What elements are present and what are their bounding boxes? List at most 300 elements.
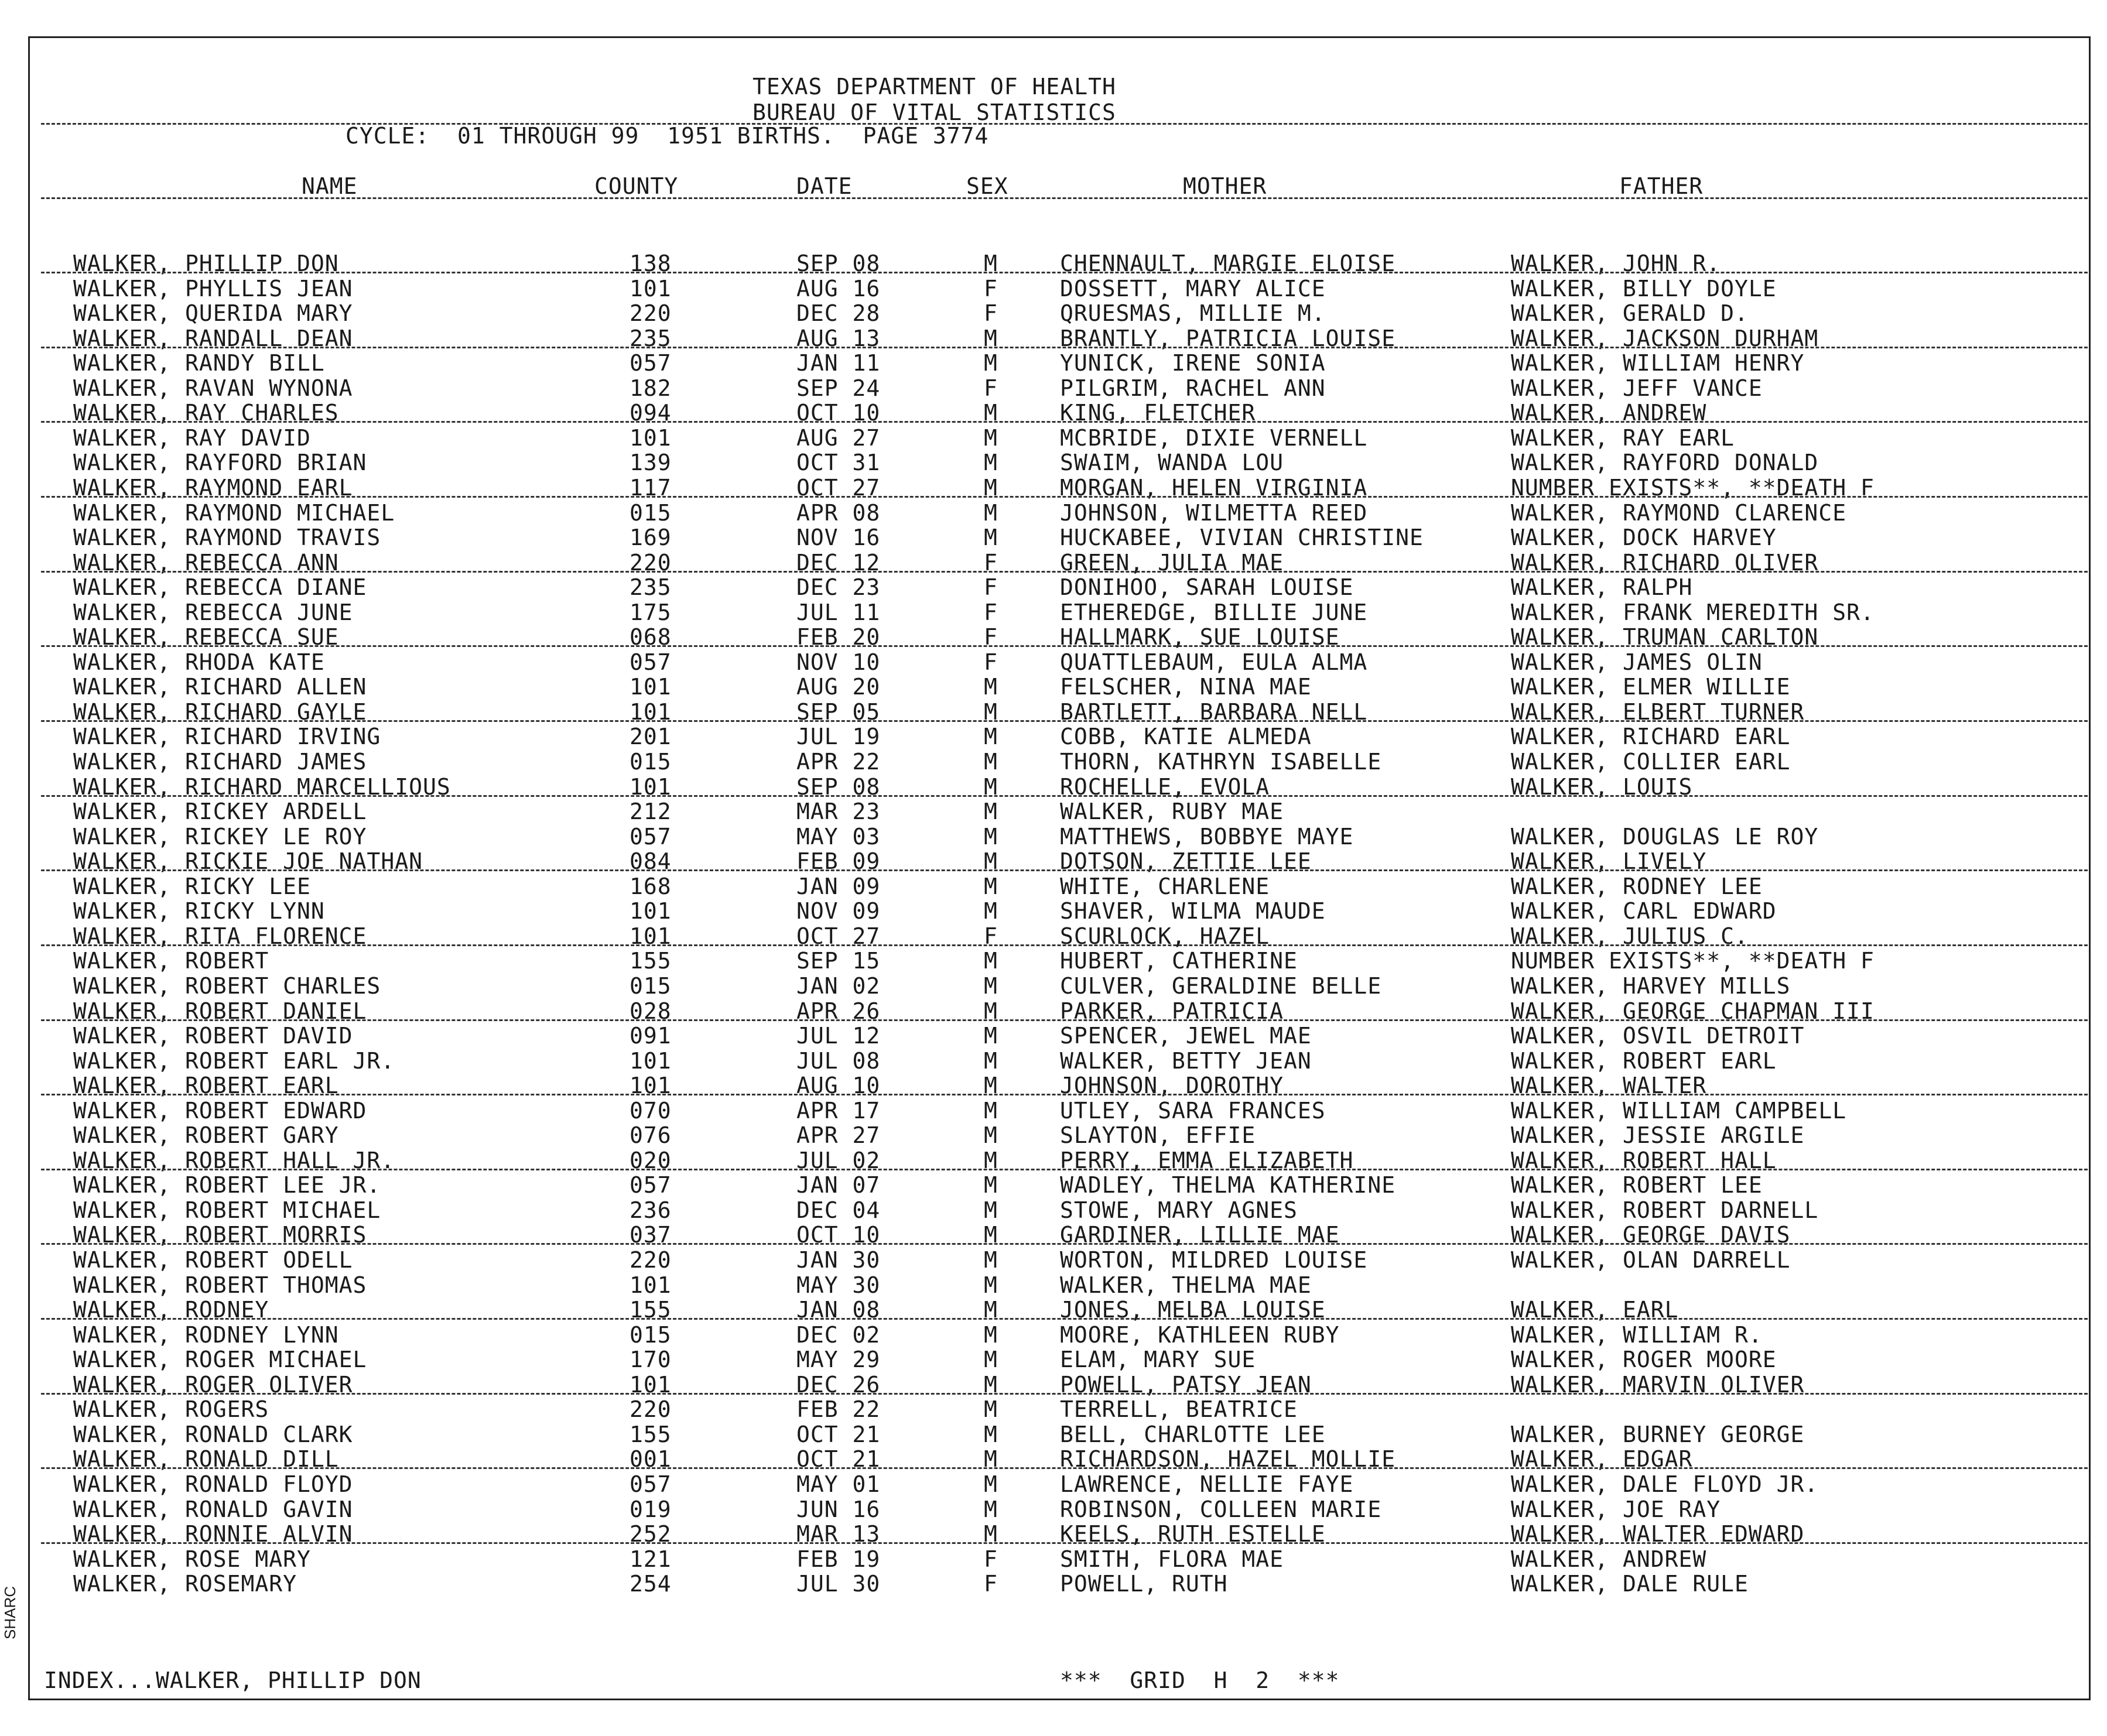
cell-date: APR 27 — [796, 1122, 881, 1148]
cell-date: NOV 16 — [796, 525, 881, 550]
cell-date: FEB 19 — [796, 1546, 881, 1572]
cell-date: MAR 13 — [796, 1521, 881, 1547]
cell-county: 139 — [630, 450, 672, 475]
cell-date: FEB 22 — [796, 1396, 881, 1422]
cell-county: 015 — [630, 500, 672, 526]
cell-name: WALKER, ROBERT GARY — [73, 1122, 339, 1148]
cell-date: DEC 23 — [796, 574, 881, 600]
row-divider — [41, 421, 2088, 423]
cell-name: WALKER, ROBERT MICHAEL — [73, 1197, 381, 1223]
cell-date: FEB 09 — [796, 848, 881, 874]
cell-date: NOV 10 — [796, 649, 881, 675]
cell-date: JUL 30 — [796, 1571, 881, 1597]
cell-mother: QRUESMAS, MILLIE M. — [1060, 300, 1326, 326]
cell-name: WALKER, RICHARD GAYLE — [73, 699, 367, 725]
cell-mother: MCBRIDE, DIXIE VERNELL — [1060, 425, 1368, 451]
cell-mother: GREEN, JULIA MAE — [1060, 550, 1284, 576]
cell-name: WALKER, RAYMOND TRAVIS — [73, 525, 381, 550]
cell-sex: M — [984, 1396, 998, 1422]
cell-mother: BRANTLY, PATRICIA LOUISE — [1060, 326, 1396, 351]
cell-county: 101 — [630, 923, 672, 949]
cell-sex: M — [984, 824, 998, 850]
cell-county: 101 — [630, 1372, 672, 1398]
cell-sex: M — [984, 326, 998, 351]
cell-mother: DOSSETT, MARY ALICE — [1060, 276, 1326, 302]
cell-sex: F — [984, 550, 998, 576]
cell-father: WALKER, ROBERT LEE — [1511, 1172, 1763, 1198]
cell-sex: M — [984, 948, 998, 974]
cell-father: WALKER, LOUIS — [1511, 774, 1693, 800]
cell-county: 101 — [630, 1272, 672, 1298]
cell-father: WALKER, CARL EDWARD — [1511, 898, 1777, 924]
cell-mother: QUATTLEBAUM, EULA ALMA — [1060, 649, 1368, 675]
col-header-name: NAME — [302, 173, 358, 199]
cell-name: WALKER, RAY CHARLES — [73, 400, 339, 426]
cell-sex: M — [984, 1322, 998, 1348]
cell-father: WALKER, TRUMAN CARLTON — [1511, 624, 1819, 650]
cell-date: DEC 02 — [796, 1322, 881, 1348]
side-mark: SHARC — [1, 1586, 19, 1639]
cell-mother: WALKER, RUBY MAE — [1060, 799, 1284, 824]
cell-father: WALKER, DOCK HARVEY — [1511, 525, 1777, 550]
cell-father: WALKER, ROGER MOORE — [1511, 1347, 1777, 1372]
cell-father: WALKER, RAYMOND CLARENCE — [1511, 500, 1847, 526]
cell-name: WALKER, QUERIDA MARY — [73, 300, 353, 326]
cell-name: WALKER, RAYFORD BRIAN — [73, 450, 367, 475]
cell-father: WALKER, RALPH — [1511, 574, 1693, 600]
cell-father: WALKER, DOUGLAS LE ROY — [1511, 824, 1819, 850]
cell-mother: WALKER, THELMA MAE — [1060, 1272, 1312, 1298]
cell-county: 019 — [630, 1497, 672, 1522]
row-divider — [41, 1393, 2088, 1395]
cell-mother: POWELL, PATSY JEAN — [1060, 1372, 1312, 1398]
cell-date: JAN 11 — [796, 350, 881, 376]
cell-name: WALKER, RONALD CLARK — [73, 1422, 353, 1447]
cell-sex: M — [984, 251, 998, 276]
cell-mother: WHITE, CHARLENE — [1060, 874, 1270, 899]
cell-date: SEP 24 — [796, 375, 881, 401]
cell-father: WALKER, JAMES OLIN — [1511, 649, 1763, 675]
cell-sex: M — [984, 475, 998, 501]
cell-sex: M — [984, 1172, 998, 1198]
cell-date: APR 22 — [796, 749, 881, 775]
row-divider — [41, 1243, 2088, 1245]
cell-name: WALKER, RICKEY ARDELL — [73, 799, 367, 824]
cell-county: 015 — [630, 1322, 672, 1348]
cell-date: APR 17 — [796, 1098, 881, 1124]
cell-county: 101 — [630, 674, 672, 700]
cell-father: WALKER, GEORGE DAVIS — [1511, 1222, 1791, 1248]
cell-sex: M — [984, 1222, 998, 1248]
cell-date: OCT 21 — [796, 1422, 881, 1447]
cell-name: WALKER, RICHARD ALLEN — [73, 674, 367, 700]
cell-father: WALKER, JESSIE ARGILE — [1511, 1122, 1805, 1148]
cell-date: SEP 15 — [796, 948, 881, 974]
cell-sex: M — [984, 425, 998, 451]
cell-county: 001 — [630, 1446, 672, 1472]
cell-date: JUL 12 — [796, 1023, 881, 1049]
cell-mother: WALKER, BETTY JEAN — [1060, 1048, 1312, 1074]
cell-mother: BELL, CHARLOTTE LEE — [1060, 1422, 1326, 1447]
cell-sex: M — [984, 998, 998, 1024]
row-divider — [41, 944, 2088, 946]
cell-county: 101 — [630, 1073, 672, 1098]
cell-date: JUL 02 — [796, 1148, 881, 1173]
cell-date: MAY 03 — [796, 824, 881, 850]
cell-county: 117 — [630, 475, 672, 501]
cell-father: WALKER, WILLIAM R. — [1511, 1322, 1763, 1348]
cell-name: WALKER, ROBERT EARL — [73, 1073, 339, 1098]
cell-date: JUN 16 — [796, 1497, 881, 1522]
cell-sex: M — [984, 749, 998, 775]
cell-name: WALKER, RAYMOND MICHAEL — [73, 500, 395, 526]
cell-date: APR 26 — [796, 998, 881, 1024]
cell-name: WALKER, RICHARD MARCELLIOUS — [73, 774, 451, 800]
cell-date: AUG 20 — [796, 674, 881, 700]
cell-father: WALKER, OSVIL DETROIT — [1511, 1023, 1805, 1049]
cell-father: WALKER, ROBERT HALL — [1511, 1148, 1777, 1173]
cell-name: WALKER, ROBERT LEE JR. — [73, 1172, 381, 1198]
cell-sex: M — [984, 1148, 998, 1173]
row-divider — [41, 1542, 2088, 1544]
cell-mother: COBB, KATIE ALMEDA — [1060, 724, 1312, 749]
col-header-county: COUNTY — [594, 173, 679, 199]
cell-mother: MATTHEWS, BOBBYE MAYE — [1060, 824, 1354, 850]
cell-sex: F — [984, 923, 998, 949]
cell-date: OCT 10 — [796, 400, 881, 426]
cell-name: WALKER, RICKEY LE ROY — [73, 824, 367, 850]
cell-name: WALKER, RANDY BILL — [73, 350, 325, 376]
cell-date: MAY 29 — [796, 1347, 881, 1372]
cell-sex: M — [984, 1197, 998, 1223]
cell-mother: SLAYTON, EFFIE — [1060, 1122, 1256, 1148]
cell-county: 175 — [630, 600, 672, 625]
footer-index: INDEX...WALKER, PHILLIP DON — [44, 1667, 422, 1693]
cell-county: 201 — [630, 724, 672, 749]
cell-county: 101 — [630, 425, 672, 451]
cell-date: JAN 07 — [796, 1172, 881, 1198]
cell-name: WALKER, ROBERT MORRIS — [73, 1222, 367, 1248]
cell-county: 068 — [630, 624, 672, 650]
row-divider — [41, 1019, 2088, 1021]
cell-county: 235 — [630, 326, 672, 351]
cell-date: DEC 26 — [796, 1372, 881, 1398]
col-header-sex: SEX — [966, 173, 1008, 199]
cell-date: DEC 12 — [796, 550, 881, 576]
cell-date: JAN 09 — [796, 874, 881, 899]
header-subtitle: BUREAU OF VITAL STATISTICS — [752, 100, 1116, 125]
cell-name: WALKER, RONNIE ALVIN — [73, 1521, 353, 1547]
cell-sex: M — [984, 1422, 998, 1447]
cell-mother: ELAM, MARY SUE — [1060, 1347, 1256, 1372]
cell-county: 155 — [630, 1297, 672, 1323]
header-title: TEXAS DEPARTMENT OF HEALTH — [752, 74, 1116, 100]
cell-father: WALKER, ANDREW — [1511, 1546, 1707, 1572]
cell-name: WALKER, RODNEY — [73, 1297, 269, 1323]
cell-county: 084 — [630, 848, 672, 874]
cell-date: DEC 04 — [796, 1197, 881, 1223]
cell-county: 168 — [630, 874, 672, 899]
cell-father: WALKER, EARL — [1511, 1297, 1679, 1323]
cell-county: 155 — [630, 1422, 672, 1447]
cell-mother: SPENCER, JEWEL MAE — [1060, 1023, 1312, 1049]
cell-father: NUMBER EXISTS**, **DEATH F — [1511, 948, 1875, 974]
cell-father: WALKER, EDGAR — [1511, 1446, 1693, 1472]
cell-father: WALKER, COLLIER EARL — [1511, 749, 1791, 775]
cell-name: WALKER, RHODA KATE — [73, 649, 325, 675]
cell-sex: M — [984, 1446, 998, 1472]
cell-mother: MOORE, KATHLEEN RUBY — [1060, 1322, 1340, 1348]
cell-mother: ROCHELLE, EVOLA — [1060, 774, 1270, 800]
cell-date: OCT 10 — [796, 1222, 881, 1248]
cell-date: AUG 10 — [796, 1073, 881, 1098]
cell-father: WALKER, LIVELY — [1511, 848, 1707, 874]
cell-sex: M — [984, 1247, 998, 1273]
cell-county: 020 — [630, 1148, 672, 1173]
cell-father: WALKER, JEFF VANCE — [1511, 375, 1763, 401]
cell-date: SEP 05 — [796, 699, 881, 725]
cell-name: WALKER, RICHARD JAMES — [73, 749, 367, 775]
cell-father: WALKER, RODNEY LEE — [1511, 874, 1763, 899]
cell-county: 101 — [630, 1048, 672, 1074]
cell-name: WALKER, RICKY LEE — [73, 874, 311, 899]
row-divider — [41, 496, 2088, 498]
cell-mother: RICHARDSON, HAZEL MOLLIE — [1060, 1446, 1396, 1472]
cell-name: WALKER, RICKIE JOE NATHAN — [73, 848, 423, 874]
cell-sex: M — [984, 1297, 998, 1323]
cell-sex: F — [984, 1546, 998, 1572]
cell-date: OCT 21 — [796, 1446, 881, 1472]
cell-mother: STOWE, MARY AGNES — [1060, 1197, 1298, 1223]
cell-county: 057 — [630, 1172, 672, 1198]
cell-father: WALKER, HARVEY MILLS — [1511, 973, 1791, 999]
cell-name: WALKER, RICKY LYNN — [73, 898, 325, 924]
cell-date: AUG 27 — [796, 425, 881, 451]
cell-sex: F — [984, 624, 998, 650]
cell-name: WALKER, ROSEMARY — [73, 1571, 297, 1597]
cell-sex: F — [984, 375, 998, 401]
cell-sex: M — [984, 848, 998, 874]
cell-name: WALKER, REBECCA DIANE — [73, 574, 367, 600]
cell-mother: WADLEY, THELMA KATHERINE — [1060, 1172, 1396, 1198]
cell-sex: M — [984, 525, 998, 550]
cell-county: 220 — [630, 550, 672, 576]
cell-mother: JONES, MELBA LOUISE — [1060, 1297, 1326, 1323]
cell-date: AUG 16 — [796, 276, 881, 302]
cell-father: WALKER, JOE RAY — [1511, 1497, 1721, 1522]
cell-date: AUG 13 — [796, 326, 881, 351]
cell-name: WALKER, REBECCA JUNE — [73, 600, 353, 625]
column-header-divider — [41, 197, 2088, 199]
cell-county: 037 — [630, 1222, 672, 1248]
row-divider — [41, 347, 2088, 348]
cell-county: 091 — [630, 1023, 672, 1049]
cell-father: WALKER, ELMER WILLIE — [1511, 674, 1791, 700]
cell-name: WALKER, REBECCA ANN — [73, 550, 339, 576]
cell-father: WALKER, WALTER EDWARD — [1511, 1521, 1805, 1547]
cell-county: 015 — [630, 749, 672, 775]
cell-mother: SHAVER, WILMA MAUDE — [1060, 898, 1326, 924]
cell-mother: DOTSON, ZETTIE LEE — [1060, 848, 1312, 874]
cell-date: NOV 09 — [796, 898, 881, 924]
cell-mother: ROBINSON, COLLEEN MARIE — [1060, 1497, 1382, 1522]
cell-county: 121 — [630, 1546, 672, 1572]
row-divider — [41, 1467, 2088, 1469]
cell-name: WALKER, RODNEY LYNN — [73, 1322, 339, 1348]
cell-father: WALKER, GERALD D. — [1511, 300, 1749, 326]
cell-name: WALKER, RITA FLORENCE — [73, 923, 367, 949]
cell-county: 101 — [630, 699, 672, 725]
col-header-father: FATHER — [1619, 173, 1704, 199]
cell-mother: MORGAN, HELEN VIRGINIA — [1060, 475, 1368, 501]
cell-mother: LAWRENCE, NELLIE FAYE — [1060, 1471, 1354, 1497]
cell-father: WALKER, ANDREW — [1511, 400, 1707, 426]
cell-sex: F — [984, 276, 998, 302]
cell-date: MAY 01 — [796, 1471, 881, 1497]
cell-date: JUL 11 — [796, 600, 881, 625]
cell-date: APR 08 — [796, 500, 881, 526]
cell-name: WALKER, ROBERT HALL JR. — [73, 1148, 395, 1173]
cell-father: WALKER, ROBERT EARL — [1511, 1048, 1777, 1074]
cell-father: WALKER, ROBERT DARNELL — [1511, 1197, 1819, 1223]
cell-date: FEB 20 — [796, 624, 881, 650]
cell-mother: CULVER, GERALDINE BELLE — [1060, 973, 1382, 999]
cell-name: WALKER, ROGER MICHAEL — [73, 1347, 367, 1372]
cell-sex: M — [984, 724, 998, 749]
cell-county: 057 — [630, 649, 672, 675]
cell-sex: M — [984, 1372, 998, 1398]
cell-sex: M — [984, 799, 998, 824]
cell-father: WALKER, BURNEY GEORGE — [1511, 1422, 1805, 1447]
cell-county: 254 — [630, 1571, 672, 1597]
cell-mother: SWAIM, WANDA LOU — [1060, 450, 1284, 475]
cell-father: WALKER, BILLY DOYLE — [1511, 276, 1777, 302]
cell-name: WALKER, ROSE MARY — [73, 1546, 311, 1572]
cell-county: 169 — [630, 525, 672, 550]
cell-name: WALKER, RONALD FLOYD — [73, 1471, 353, 1497]
cell-name: WALKER, ROBERT CHARLES — [73, 973, 381, 999]
cell-mother: SCURLOCK, HAZEL — [1060, 923, 1270, 949]
cell-mother: PERRY, EMMA ELIZABETH — [1060, 1148, 1354, 1173]
cell-sex: M — [984, 1023, 998, 1049]
cell-mother: YUNICK, IRENE SONIA — [1060, 350, 1326, 376]
row-divider — [41, 795, 2088, 797]
cell-mother: JOHNSON, DOROTHY — [1060, 1073, 1284, 1098]
cell-sex: M — [984, 1073, 998, 1098]
cell-date: MAY 30 — [796, 1272, 881, 1298]
cell-county: 076 — [630, 1122, 672, 1148]
cell-date: JAN 30 — [796, 1247, 881, 1273]
cell-name: WALKER, ROBERT DAVID — [73, 1023, 353, 1049]
cell-father: WALKER, RAY EARL — [1511, 425, 1735, 451]
cell-mother: PILGRIM, RACHEL ANN — [1060, 375, 1326, 401]
cell-county: 070 — [630, 1098, 672, 1124]
cell-sex: M — [984, 1098, 998, 1124]
cell-county: 101 — [630, 774, 672, 800]
cell-name: WALKER, ROBERT EDWARD — [73, 1098, 367, 1124]
cell-sex: F — [984, 1571, 998, 1597]
cell-sex: M — [984, 699, 998, 725]
row-divider — [41, 1094, 2088, 1095]
cell-date: SEP 08 — [796, 251, 881, 276]
cell-name: WALKER, RAVAN WYNONA — [73, 375, 353, 401]
cell-mother: GARDINER, LILLIE MAE — [1060, 1222, 1340, 1248]
row-divider — [41, 869, 2088, 871]
cell-name: WALKER, REBECCA SUE — [73, 624, 339, 650]
row-divider — [41, 720, 2088, 722]
cell-mother: DONIHOO, SARAH LOUISE — [1060, 574, 1354, 600]
cell-sex: M — [984, 450, 998, 475]
cell-father: WALKER, JOHN R. — [1511, 251, 1721, 276]
cell-name: WALKER, ROGER OLIVER — [73, 1372, 353, 1398]
cell-mother: HUCKABEE, VIVIAN CHRISTINE — [1060, 525, 1424, 550]
cell-father: NUMBER EXISTS**, **DEATH F — [1511, 475, 1875, 501]
cell-mother: THORN, KATHRYN ISABELLE — [1060, 749, 1382, 775]
cell-sex: F — [984, 649, 998, 675]
cell-father: WALKER, JACKSON DURHAM — [1511, 326, 1819, 351]
cell-sex: M — [984, 973, 998, 999]
cell-date: JUL 19 — [796, 724, 881, 749]
cell-name: WALKER, ROBERT EARL JR. — [73, 1048, 395, 1074]
cell-mother: WORTON, MILDRED LOUISE — [1060, 1247, 1368, 1273]
cell-county: 057 — [630, 1471, 672, 1497]
cell-sex: M — [984, 674, 998, 700]
cell-date: OCT 27 — [796, 475, 881, 501]
cell-mother: TERRELL, BEATRICE — [1060, 1396, 1298, 1422]
cell-father: WALKER, RICHARD EARL — [1511, 724, 1791, 749]
cell-name: WALKER, RANDALL DEAN — [73, 326, 353, 351]
cell-name: WALKER, ROBERT THOMAS — [73, 1272, 367, 1298]
cell-sex: M — [984, 874, 998, 899]
cell-name: WALKER, RONALD DILL — [73, 1446, 339, 1472]
cell-name: WALKER, ROGERS — [73, 1396, 269, 1422]
col-header-mother: MOTHER — [1183, 173, 1267, 199]
cell-sex: M — [984, 1048, 998, 1074]
cell-sex: M — [984, 1521, 998, 1547]
cell-father: WALKER, RICHARD OLIVER — [1511, 550, 1819, 576]
cell-name: WALKER, ROBERT — [73, 948, 269, 974]
cell-sex: M — [984, 350, 998, 376]
cell-county: 101 — [630, 276, 672, 302]
cell-father: WALKER, FRANK MEREDITH SR. — [1511, 600, 1875, 625]
cell-county: 212 — [630, 799, 672, 824]
cell-county: 015 — [630, 973, 672, 999]
cell-county: 252 — [630, 1521, 672, 1547]
cell-name: WALKER, RONALD GAVIN — [73, 1497, 353, 1522]
cell-sex: M — [984, 1122, 998, 1148]
cell-date: DEC 28 — [796, 300, 881, 326]
row-divider — [41, 1318, 2088, 1320]
cell-mother: CHENNAULT, MARGIE ELOISE — [1060, 251, 1396, 276]
cell-mother: KEELS, RUTH ESTELLE — [1060, 1521, 1326, 1547]
cell-county: 182 — [630, 375, 672, 401]
cell-name: WALKER, ROBERT DANIEL — [73, 998, 367, 1024]
cell-county: 057 — [630, 824, 672, 850]
cell-father: WALKER, OLAN DARRELL — [1511, 1247, 1791, 1273]
cell-sex: F — [984, 574, 998, 600]
row-divider — [41, 645, 2088, 647]
cell-county: 028 — [630, 998, 672, 1024]
cell-sex: F — [984, 600, 998, 625]
cell-sex: F — [984, 300, 998, 326]
cell-county: 220 — [630, 1396, 672, 1422]
cell-date: OCT 31 — [796, 450, 881, 475]
cell-name: WALKER, PHYLLIS JEAN — [73, 276, 353, 302]
cell-mother: UTLEY, SARA FRANCES — [1060, 1098, 1326, 1124]
col-header-date: DATE — [796, 173, 853, 199]
cell-date: MAR 23 — [796, 799, 881, 824]
cell-sex: M — [984, 774, 998, 800]
